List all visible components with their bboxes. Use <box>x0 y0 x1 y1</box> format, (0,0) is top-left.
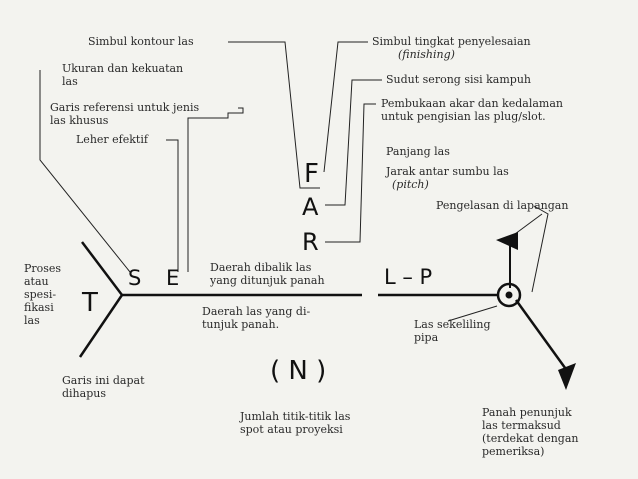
symbol-length-pitch: L – P <box>384 265 433 289</box>
label-ukuran-1: Ukuran dan kekuatan <box>62 62 184 75</box>
leader-lapangan-2 <box>515 214 542 234</box>
label-panjang: Panjang las <box>386 145 450 158</box>
leader-pembukaan <box>325 104 376 242</box>
label-pengelasan-lapangan: Pengelasan di lapangan <box>436 199 569 212</box>
label-proses-3: spesi- <box>24 288 57 301</box>
label-panah-4: pemeriksa) <box>482 445 545 458</box>
label-pembukaan-2: untuk pengisian las plug/slot. <box>381 110 546 123</box>
symbol-root-r: R <box>302 228 319 256</box>
label-panah-3: (terdekat dengan <box>482 432 579 445</box>
label-jumlah-1: Jumlah titik-titik las <box>240 410 351 423</box>
label-leher: Leher efektif <box>76 133 148 146</box>
label-garis-hapus-2: dihapus <box>62 387 106 400</box>
label-jarak-2: (pitch) <box>392 178 429 191</box>
label-jumlah-2: spot atau proyeksi <box>240 423 343 436</box>
leader-tingkat <box>324 42 368 172</box>
label-garis-ref-1: Garis referensi untuk jenis <box>50 101 200 114</box>
leader-sudut <box>325 80 382 205</box>
weld-all-around-dot <box>506 292 513 299</box>
label-tingkat-1: Simbul tingkat penyelesaian <box>372 35 531 48</box>
symbol-number-n: ( N ) <box>270 356 327 386</box>
symbol-angle-a: A <box>302 193 319 221</box>
symbol-size-s: S <box>128 266 142 290</box>
label-daerah-balik-1: Daerah dibalik las <box>210 261 312 274</box>
label-garis-hapus-1: Garis ini dapat <box>62 374 145 387</box>
leader-garis-referensi <box>188 108 243 272</box>
field-weld-flag <box>496 232 518 250</box>
label-tingkat-2: (finishing) <box>398 48 455 61</box>
label-daerah-balik-2: yang ditunjuk panah <box>210 274 325 287</box>
label-panah-1: Panah penunjuk <box>482 406 572 419</box>
label-proses-5: las <box>24 314 40 327</box>
label-daerah-ditunjuk-1: Daerah las yang di- <box>202 305 311 318</box>
symbol-effective-e: E <box>166 266 180 290</box>
label-garis-ref-2: las khusus <box>50 114 109 127</box>
label-proses-4: fikasi <box>24 301 54 314</box>
label-ukuran-2: las <box>62 75 78 88</box>
arrow-shaft <box>516 300 568 372</box>
symbol-finish-f: F <box>304 159 319 189</box>
label-keliling-2: pipa <box>414 331 439 344</box>
label-simbul-kontour: Simbul kontour las <box>88 35 194 48</box>
label-proses-1: Proses <box>24 262 62 275</box>
label-jarak-1: Jarak antar sumbu las <box>386 165 509 178</box>
label-pembukaan-1: Pembukaan akar dan kedalaman <box>381 97 563 110</box>
leader-lapangan-1 <box>532 206 548 292</box>
label-proses-2: atau <box>24 275 49 288</box>
arrow-head <box>558 363 576 390</box>
label-sudut: Sudut serong sisi kampuh <box>386 73 532 86</box>
leader-leher <box>166 140 178 272</box>
symbol-tail-t: T <box>82 288 98 318</box>
label-daerah-ditunjuk-2: tunjuk panah. <box>202 318 280 331</box>
label-keliling-1: Las sekeliling <box>414 318 491 331</box>
label-panah-2: las termaksud <box>482 419 561 432</box>
